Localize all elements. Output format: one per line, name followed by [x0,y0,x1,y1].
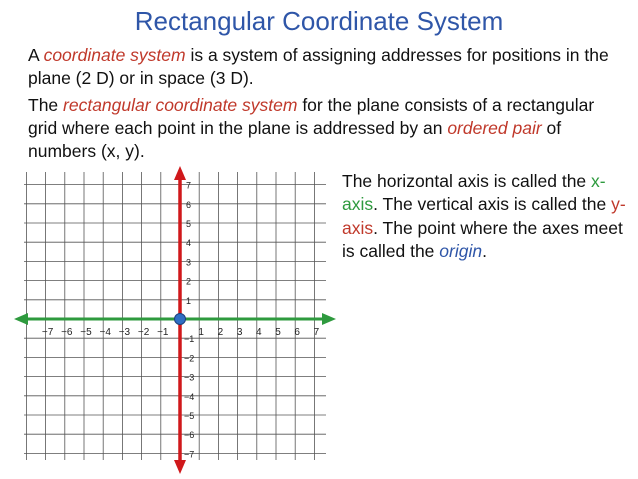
y-tick-label: −4 [184,391,195,402]
y-tick-label: 2 [186,276,192,287]
y-tick-label: −5 [184,411,195,421]
y-tick-label: −1 [184,334,195,345]
y-tick-label: −3 [184,372,195,383]
y-tick-label: 1 [186,295,192,306]
y-tick-label: 3 [186,257,192,268]
origin-point [175,314,186,325]
term-y-axis: y-axis [342,194,626,238]
x-tick-label: 3 [236,327,243,338]
term-ordered-pair: ordered pair [447,118,542,138]
x-tick-label: 7 [313,327,320,338]
y-tick-label: 6 [186,199,192,210]
y-tick-label: 4 [186,238,192,249]
side-s4: . [482,240,487,261]
y-tick-label: −2 [184,353,195,364]
axes-explanation [342,170,632,263]
y-tick-label: −7 [184,449,195,460]
x-axis-arrow-left [14,313,28,325]
x-tick-label: −7 [41,327,54,338]
x-tick-label: −3 [118,327,131,338]
term-rectangular-coordinate-system: rectangular coordinate system [63,95,298,115]
term-coordinate-system: coordinate system [43,45,186,65]
y-tick-label: −6 [184,430,195,441]
x-tick-label: 6 [294,327,300,338]
x-axis-arrow-right [322,313,336,325]
x-tick-label: −1 [157,327,169,338]
side-s1: The horizontal axis is called the [342,171,592,191]
p2-end: of numbers (x, y). [28,118,562,161]
p1-start: A [28,45,44,65]
axes [14,166,336,474]
slide-title: Rectangular Coordinate System [134,6,504,36]
term-origin: origin [439,240,483,261]
y-axis-arrow-up [174,166,186,180]
side-s3: . The point where the axes meet is called the [342,217,623,261]
y-tick-label: 7 [186,180,192,191]
y-tick-label: 5 [186,219,192,229]
x-tick-label: 5 [275,327,281,338]
x-tick-label: −4 [99,327,111,338]
x-tick-label: 4 [256,327,262,338]
side-s2: . The vertical axis is called the [373,194,612,215]
p2-mid: for the plane consists of a rectangular grid where each point in the plane is addressed by an [28,95,595,138]
x-tick-label: −5 [80,327,92,338]
p2-start: The [28,95,64,115]
x-tick-label: −6 [61,327,73,338]
p1-rest: is a system of assigning addresses for positions in the plane (2 D) or in space (3 D). [28,45,609,88]
x-tick-label: 1 [198,327,204,338]
y-axis-arrow-down [174,460,186,474]
x-tick-label: 2 [217,327,224,338]
term-x-axis: x-axis [342,171,606,215]
x-tick-label: −2 [137,327,150,338]
